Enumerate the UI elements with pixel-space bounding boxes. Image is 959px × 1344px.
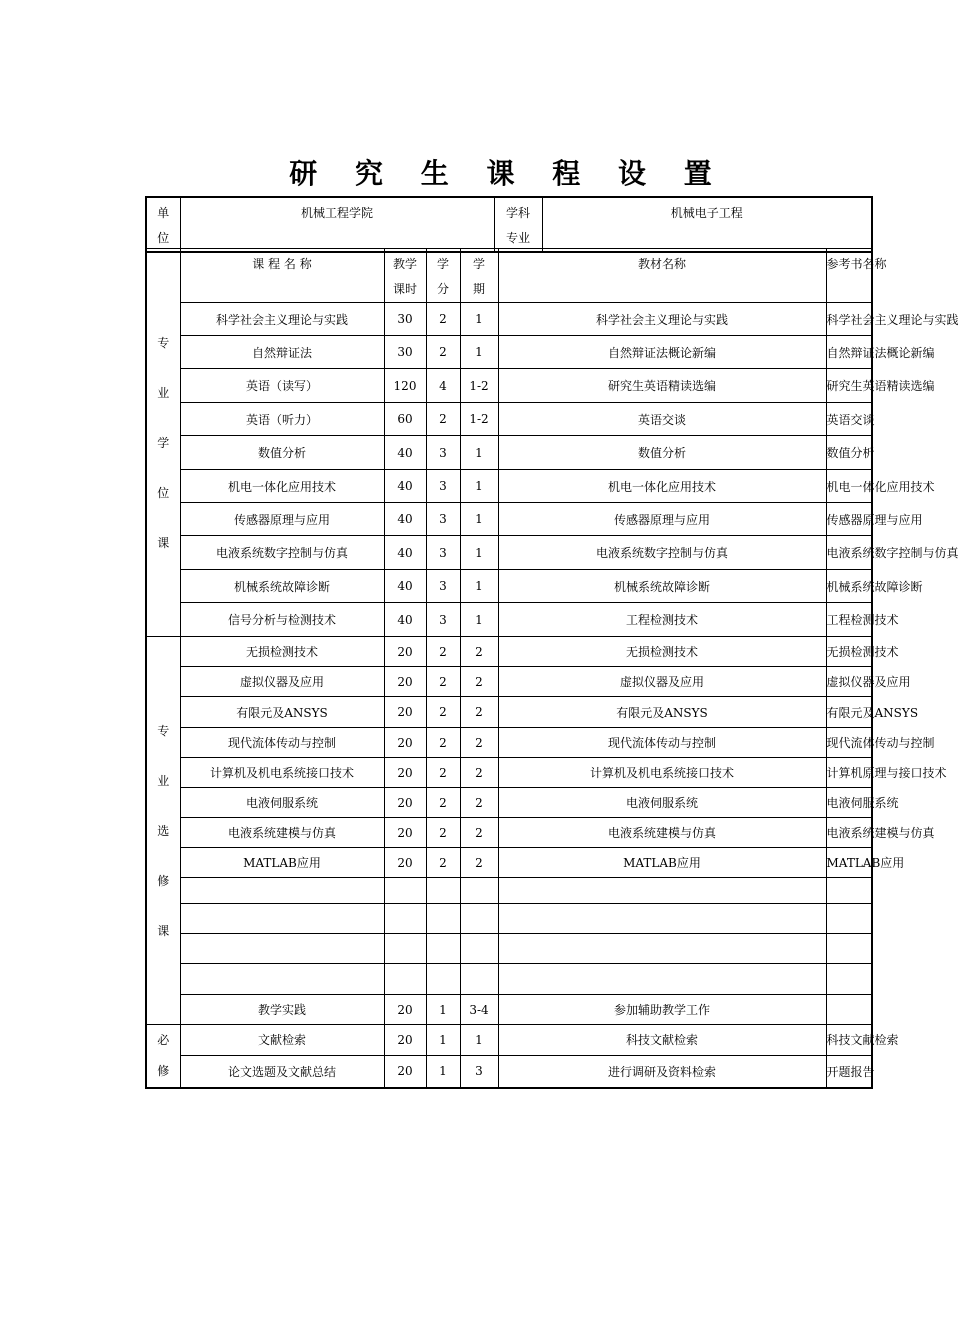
cell-hours: 20 [384,995,426,1025]
cell-name: 无损检测技术 [180,637,384,667]
cell-hours: 40 [384,470,426,503]
cell-term [460,934,498,964]
info-table [145,196,873,253]
cell-credit: 3 [426,570,460,603]
cell-term: 1 [460,1025,498,1056]
cell-name: 电液系统建模与仿真 [180,818,384,848]
cell-hours: 20 [384,818,426,848]
cell-term [460,964,498,995]
cell-reference: 开题报告 [826,1055,872,1088]
col-credit-header-cell [426,249,460,303]
cell-textbook: 科学社会主义理论与实践 [498,303,826,336]
cell-name: 传感器原理与应用 [180,503,384,536]
cell-hours: 20 [384,758,426,788]
cell-credit: 1 [426,1055,460,1088]
table-row [146,964,872,995]
cell-name: 英语（听力） [180,403,384,436]
table-row [146,536,872,570]
cell-term: 2 [460,818,498,848]
cell-textbook: 机电一体化应用技术 [498,470,826,503]
table-row [146,848,872,878]
cell-name: 电液系统数字控制与仿真 [180,536,384,570]
group-label: 专业选修课 [157,723,170,938]
table-row [146,303,872,336]
cell-term: 2 [460,788,498,818]
cell-textbook: 电液系统数字控制与仿真 [498,536,826,570]
col-reference-header: 参考书名称 [826,249,872,303]
cell-textbook [498,934,826,964]
cell-credit: 2 [426,303,460,336]
table-row [146,758,872,788]
cell-term: 2 [460,697,498,728]
cell-textbook: 虚拟仪器及应用 [498,667,826,697]
cell-hours: 40 [384,436,426,470]
cell-textbook: 有限元及ANSYS [498,697,826,728]
cell-textbook: 传感器原理与应用 [498,503,826,536]
cell-hours: 20 [384,728,426,758]
col-term-header-cell [460,249,498,303]
cell-name: 论文选题及文献总结 [180,1055,384,1088]
course-table [145,248,959,1089]
cell-reference: 机械系统故障诊断 [826,570,872,603]
cell-hours [384,904,426,934]
cell-credit: 3 [426,503,460,536]
unit-label-cell [146,197,180,252]
cell-hours: 20 [384,1055,426,1088]
unit-label: 单位 [157,206,170,245]
table-row [146,470,872,503]
unit-value: 机械工程学院 [180,197,494,252]
cell-hours: 120 [384,369,426,403]
cell-reference [826,878,872,904]
cell-name: 机械系统故障诊断 [180,570,384,603]
col-name-header: 课 程 名 称 [180,249,384,303]
cell-name: 自然辩证法 [180,336,384,369]
cell-hours: 60 [384,403,426,436]
cell-term: 2 [460,728,498,758]
cell-textbook: 工程检测技术 [498,603,826,637]
cell-name: 计算机及机电系统接口技术 [180,758,384,788]
cell-credit: 1 [426,995,460,1025]
group-label-cell [146,637,180,1025]
cell-name [180,964,384,995]
cell-textbook: 电液伺服系统 [498,788,826,818]
cell-term: 1 [460,570,498,603]
cell-textbook: 参加辅助教学工作 [498,995,826,1025]
cell-name [180,904,384,934]
course-table-body [146,249,959,1089]
cell-term: 1-2 [460,369,498,403]
cell-name: 现代流体传动与控制 [180,728,384,758]
cell-reference [826,964,872,995]
cell-hours: 20 [384,788,426,818]
cell-reference: 虚拟仪器及应用 [826,667,872,697]
cell-term: 3-4 [460,995,498,1025]
cell-hours: 20 [384,848,426,878]
cell-term: 1 [460,436,498,470]
cell-credit: 3 [426,470,460,503]
table-row [146,369,872,403]
cell-textbook: 自然辩证法概论新编 [498,336,826,369]
cell-credit: 2 [426,728,460,758]
group-label-cell [146,1025,180,1089]
group-label: 必修 [157,1033,170,1078]
cell-reference: 科学社会主义理论与实践 [826,303,872,336]
table-row [146,878,872,904]
cell-term: 2 [460,758,498,788]
cell-reference [826,904,872,934]
cell-name: 信号分析与检测技术 [180,603,384,637]
cell-textbook: 英语交谈 [498,403,826,436]
cell-hours: 20 [384,667,426,697]
table-row [146,995,872,1025]
cell-name: 文献检索 [180,1025,384,1056]
page-title: 研 究 生 课 程 设 置 [289,157,726,190]
cell-credit: 3 [426,436,460,470]
table-row [146,570,872,603]
cell-textbook: 研究生英语精读选编 [498,369,826,403]
cell-credit: 2 [426,788,460,818]
cell-reference: 机电一体化应用技术 [826,470,872,503]
cell-credit [426,934,460,964]
cell-name: 英语（读写） [180,369,384,403]
cell-credit: 1 [426,1025,460,1056]
cell-credit: 2 [426,403,460,436]
cell-reference: 电液系统数字控制与仿真 [826,536,872,570]
cell-reference: 自然辩证法概论新编 [826,336,872,369]
cell-reference: 现代流体传动与控制 [826,728,872,758]
table-row [146,818,872,848]
cell-textbook [498,878,826,904]
cell-reference: 有限元及ANSYS [826,697,872,728]
group-label-cell [146,249,180,637]
table-row [146,728,872,758]
cell-reference: 研究生英语精读选编 [826,369,872,403]
cell-hours [384,964,426,995]
cell-hours [384,878,426,904]
cell-credit: 2 [426,818,460,848]
table-row [146,603,872,637]
cell-credit [426,904,460,934]
major-label-cell [494,197,542,252]
cell-textbook: 科技文献检索 [498,1025,826,1056]
cell-name: 有限元及ANSYS [180,697,384,728]
cell-hours: 30 [384,303,426,336]
cell-term: 2 [460,637,498,667]
cell-reference: MATLAB应用 [826,848,872,878]
table-row [146,436,872,470]
cell-term: 1 [460,503,498,536]
table-row [146,667,872,697]
table-row [146,1025,872,1056]
cell-term: 2 [460,667,498,697]
cell-credit: 2 [426,637,460,667]
cell-hours: 20 [384,637,426,667]
cell-credit: 4 [426,369,460,403]
cell-term: 1 [460,336,498,369]
cell-textbook: 现代流体传动与控制 [498,728,826,758]
table-row [146,336,872,369]
cell-term: 1 [460,470,498,503]
cell-reference: 电液系统建模与仿真 [826,818,872,848]
table-row [146,403,872,436]
cell-term: 3 [460,1055,498,1088]
cell-name: 电液伺服系统 [180,788,384,818]
col-term-header: 学期 [472,257,485,296]
cell-term: 1-2 [460,403,498,436]
info-row [146,197,872,252]
col-credit-header: 学分 [436,257,449,296]
cell-hours: 40 [384,570,426,603]
cell-credit: 2 [426,667,460,697]
cell-term: 1 [460,536,498,570]
cell-credit: 2 [426,697,460,728]
cell-name: 虚拟仪器及应用 [180,667,384,697]
cell-term: 1 [460,303,498,336]
cell-reference: 英语交谈 [826,403,872,436]
cell-credit: 3 [426,603,460,637]
cell-textbook: MATLAB应用 [498,848,826,878]
cell-hours: 40 [384,503,426,536]
cell-term [460,904,498,934]
cell-name: 教学实践 [180,995,384,1025]
cell-name: 数值分析 [180,436,384,470]
cell-name: 科学社会主义理论与实践 [180,303,384,336]
cell-credit: 2 [426,758,460,788]
cell-reference: 传感器原理与应用 [826,503,872,536]
cell-name [180,934,384,964]
cell-credit [426,878,460,904]
cell-textbook: 数值分析 [498,436,826,470]
column-header-row [146,249,872,303]
cell-credit: 2 [426,336,460,369]
cell-hours [384,934,426,964]
major-label: 学科专业 [505,206,530,245]
cell-hours: 20 [384,1025,426,1056]
cell-hours: 30 [384,336,426,369]
cell-name: MATLAB应用 [180,848,384,878]
cell-reference: 数值分析 [826,436,872,470]
cell-name [180,878,384,904]
cell-credit: 2 [426,848,460,878]
cell-reference: 科技文献检索 [826,1025,872,1056]
cell-term [460,878,498,904]
group-label: 专业学位课 [157,335,170,550]
cell-textbook: 无损检测技术 [498,637,826,667]
cell-term: 1 [460,603,498,637]
cell-reference: 计算机原理与接口技术 [826,758,872,788]
col-hours-header-cell [384,249,426,303]
table-row [146,637,872,667]
table-row [146,697,872,728]
cell-hours: 40 [384,536,426,570]
table-row [146,788,872,818]
cell-textbook: 计算机及机电系统接口技术 [498,758,826,788]
cell-credit: 3 [426,536,460,570]
cell-textbook: 进行调研及资料检索 [498,1055,826,1088]
cell-reference [826,934,872,964]
table-row [146,503,872,536]
table-row [146,1055,872,1088]
table-row [146,904,872,934]
cell-reference: 工程检测技术 [826,603,872,637]
cell-textbook [498,964,826,995]
major-value: 机械电子工程 [542,197,872,252]
cell-reference [826,995,872,1025]
col-hours-header: 教学课时 [392,257,417,296]
col-textbook-header: 教材名称 [498,249,826,303]
cell-reference: 无损检测技术 [826,637,872,667]
cell-credit [426,964,460,995]
cell-term: 2 [460,848,498,878]
cell-hours: 20 [384,697,426,728]
table-row [146,934,872,964]
cell-textbook [498,904,826,934]
cell-hours: 40 [384,603,426,637]
cell-textbook: 电液系统建模与仿真 [498,818,826,848]
cell-name: 机电一体化应用技术 [180,470,384,503]
cell-textbook: 机械系统故障诊断 [498,570,826,603]
cell-reference: 电液伺服系统 [826,788,872,818]
